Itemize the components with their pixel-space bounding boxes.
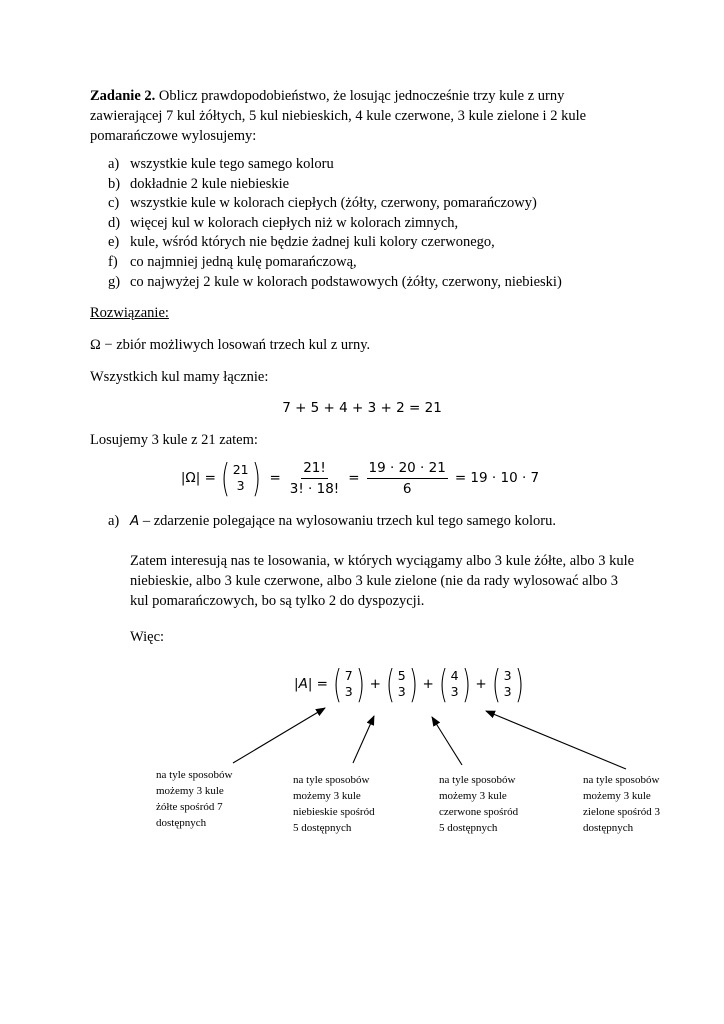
note-line: możemy 3 kule <box>156 785 224 797</box>
binomial <box>383 662 421 706</box>
task-heading: Zadanie 2. <box>90 88 156 104</box>
arrow-to-binom-1 <box>233 708 325 763</box>
list-marker: c) <box>108 195 120 212</box>
binom-top: 7 <box>344 668 353 683</box>
note-line: na tyle sposobów <box>156 769 233 781</box>
binom-bottom: 3 <box>344 684 353 699</box>
list-item <box>108 214 458 234</box>
equals-sign: = <box>348 470 360 486</box>
paren-left: ( <box>491 662 501 706</box>
binomial <box>218 456 264 500</box>
part-a-line <box>108 511 556 531</box>
total-intro: Wszystkich kul mamy łącznie: <box>90 369 269 385</box>
task-line-2: zawierającej 7 kul żółtych, 5 kul niebieskich, 4 kule czerwone, 3 kule zielone i 2 kule <box>90 108 587 124</box>
list-text: co najwyżej 2 kule w kolorach podstawowych (żółty, czerwony, niebieski) <box>130 273 562 290</box>
note-line: na tyle sposobów <box>293 774 370 786</box>
list-item <box>108 253 357 273</box>
note-line: dostępnych <box>156 817 207 829</box>
event-variable: A <box>298 676 308 692</box>
note-line: możemy 3 kule <box>583 790 651 802</box>
paren-left: ( <box>385 662 395 706</box>
list-item <box>108 273 562 293</box>
omega-definition: Ω − zbiór możliwych losowań trzech kul z urny. <box>90 337 371 353</box>
list-marker: a) <box>108 156 120 172</box>
binom-bottom: 3 <box>450 684 459 699</box>
paren-left: ( <box>438 662 448 706</box>
fraction-numerator: 21! <box>301 460 328 479</box>
list-marker: f) <box>108 254 118 270</box>
note-line: na tyle sposobów <box>583 774 660 786</box>
explain-line-2: niebieskie, albo 3 kule czerwone, albo 3 kule zielone (nie da rady wylosować albo 3 <box>130 573 618 589</box>
event-variable: A <box>130 513 140 529</box>
arrow-to-binom-4 <box>486 711 626 769</box>
note-line: możemy 3 kule <box>293 790 361 802</box>
note-line: niebieskie spośród <box>293 806 375 818</box>
paren-right: ) <box>461 662 471 706</box>
list-item <box>108 194 537 214</box>
plus-sign: + <box>369 676 381 692</box>
binom-bottom: 3 <box>503 684 512 699</box>
note-line: żółte spośród 7 <box>156 801 223 813</box>
paren-right: ) <box>514 662 524 706</box>
arrow-to-binom-3 <box>432 717 462 765</box>
fraction <box>367 460 448 497</box>
paren-right: ) <box>408 662 418 706</box>
note-line: dostępnych <box>583 822 634 834</box>
draw-intro: Losujemy 3 kule z 21 zatem: <box>90 432 258 448</box>
list-text: kule, wśród których nie będzie żadnej kuli kolory czerwonego, <box>130 234 495 251</box>
equals-sign: = <box>269 470 281 486</box>
arrow-to-binom-2 <box>353 716 374 763</box>
note-blue <box>293 772 375 836</box>
list-text: wszystkie kule tego samego koloru <box>130 156 334 172</box>
explain-line-1: Zatem interesują nas te losowania, w których wyciągamy albo 3 kule żółte, albo 3 kule <box>130 553 635 569</box>
equation-result: = 19 · 10 · 7 <box>454 470 540 486</box>
list-marker: d) <box>108 214 121 231</box>
note-green <box>583 772 660 836</box>
list-text: dokładnie 2 kule niebieskie <box>130 175 290 192</box>
paren-left: ( <box>332 662 342 706</box>
task-line-3: pomarańczowe wylosujemy: <box>90 128 257 144</box>
binomial <box>436 662 474 706</box>
list-marker: e) <box>108 234 120 251</box>
note-yellow <box>156 767 232 831</box>
fraction-denominator: 6 <box>402 480 412 497</box>
note-line: 5 dostępnych <box>293 822 352 834</box>
omega-lhs: |Ω| = <box>180 470 216 486</box>
part-a-text: – zdarzenie polegające na wylosowaniu trzech kul tego samego koloru. <box>139 513 556 529</box>
note-red <box>439 772 518 836</box>
binom-top: 3 <box>503 668 512 683</box>
list-text: co najmniej jedną kulę pomarańczową, <box>130 254 357 270</box>
binom-bottom: 3 <box>397 684 406 699</box>
binom-top: 5 <box>397 668 406 683</box>
note-line: zielone spośród 3 <box>583 806 660 818</box>
note-line: na tyle sposobów <box>439 774 516 786</box>
list-text: więcej kul w kolorach ciepłych niż w kolorach zimnych, <box>130 214 459 231</box>
event-a-equation <box>294 664 528 704</box>
paren-right: ) <box>251 456 261 500</box>
task-text-1: Oblicz prawdopodobieństwo, że losując jednocześnie trzy kule z urny <box>158 88 565 104</box>
list-marker: b) <box>108 175 121 192</box>
note-line: możemy 3 kule <box>439 790 507 802</box>
plus-sign: + <box>475 676 487 692</box>
paren-right: ) <box>355 662 365 706</box>
binom-top: 4 <box>450 668 459 683</box>
plus-sign: + <box>422 676 434 692</box>
binom-bottom: 3 <box>236 478 245 493</box>
fraction-numerator: 19 · 20 · 21 <box>367 460 448 479</box>
sum-equation: 7 + 5 + 4 + 3 + 2 = 21 <box>282 400 442 416</box>
task-line-1 <box>90 86 564 106</box>
explain-line-3: kul pomarańczowych, bo są tylko 2 do dyspozycji. <box>130 593 425 609</box>
abs-bar: | <box>294 676 299 692</box>
list-item <box>108 175 289 195</box>
fraction <box>288 460 341 497</box>
list-text: wszystkie kule w kolorach ciepłych (żółty, czerwony, pomarańczowy) <box>130 195 537 212</box>
part-a-marker: a) <box>108 513 120 529</box>
omega-equation <box>0 458 724 498</box>
fraction-denominator: 3! · 18! <box>289 480 340 497</box>
list-marker: g) <box>108 273 121 290</box>
binom-top: 21 <box>232 462 249 477</box>
note-line: 5 dostępnych <box>439 822 498 834</box>
so-label: Więc: <box>130 629 165 645</box>
binomial <box>489 662 527 706</box>
list-item <box>108 155 334 175</box>
note-line: czerwone spośród <box>439 806 519 818</box>
abs-bar-equals: | = <box>307 676 328 692</box>
solution-heading: Rozwiązanie: <box>90 305 169 321</box>
paren-left: ( <box>220 456 230 500</box>
list-item <box>108 233 495 253</box>
binomial <box>330 662 368 706</box>
